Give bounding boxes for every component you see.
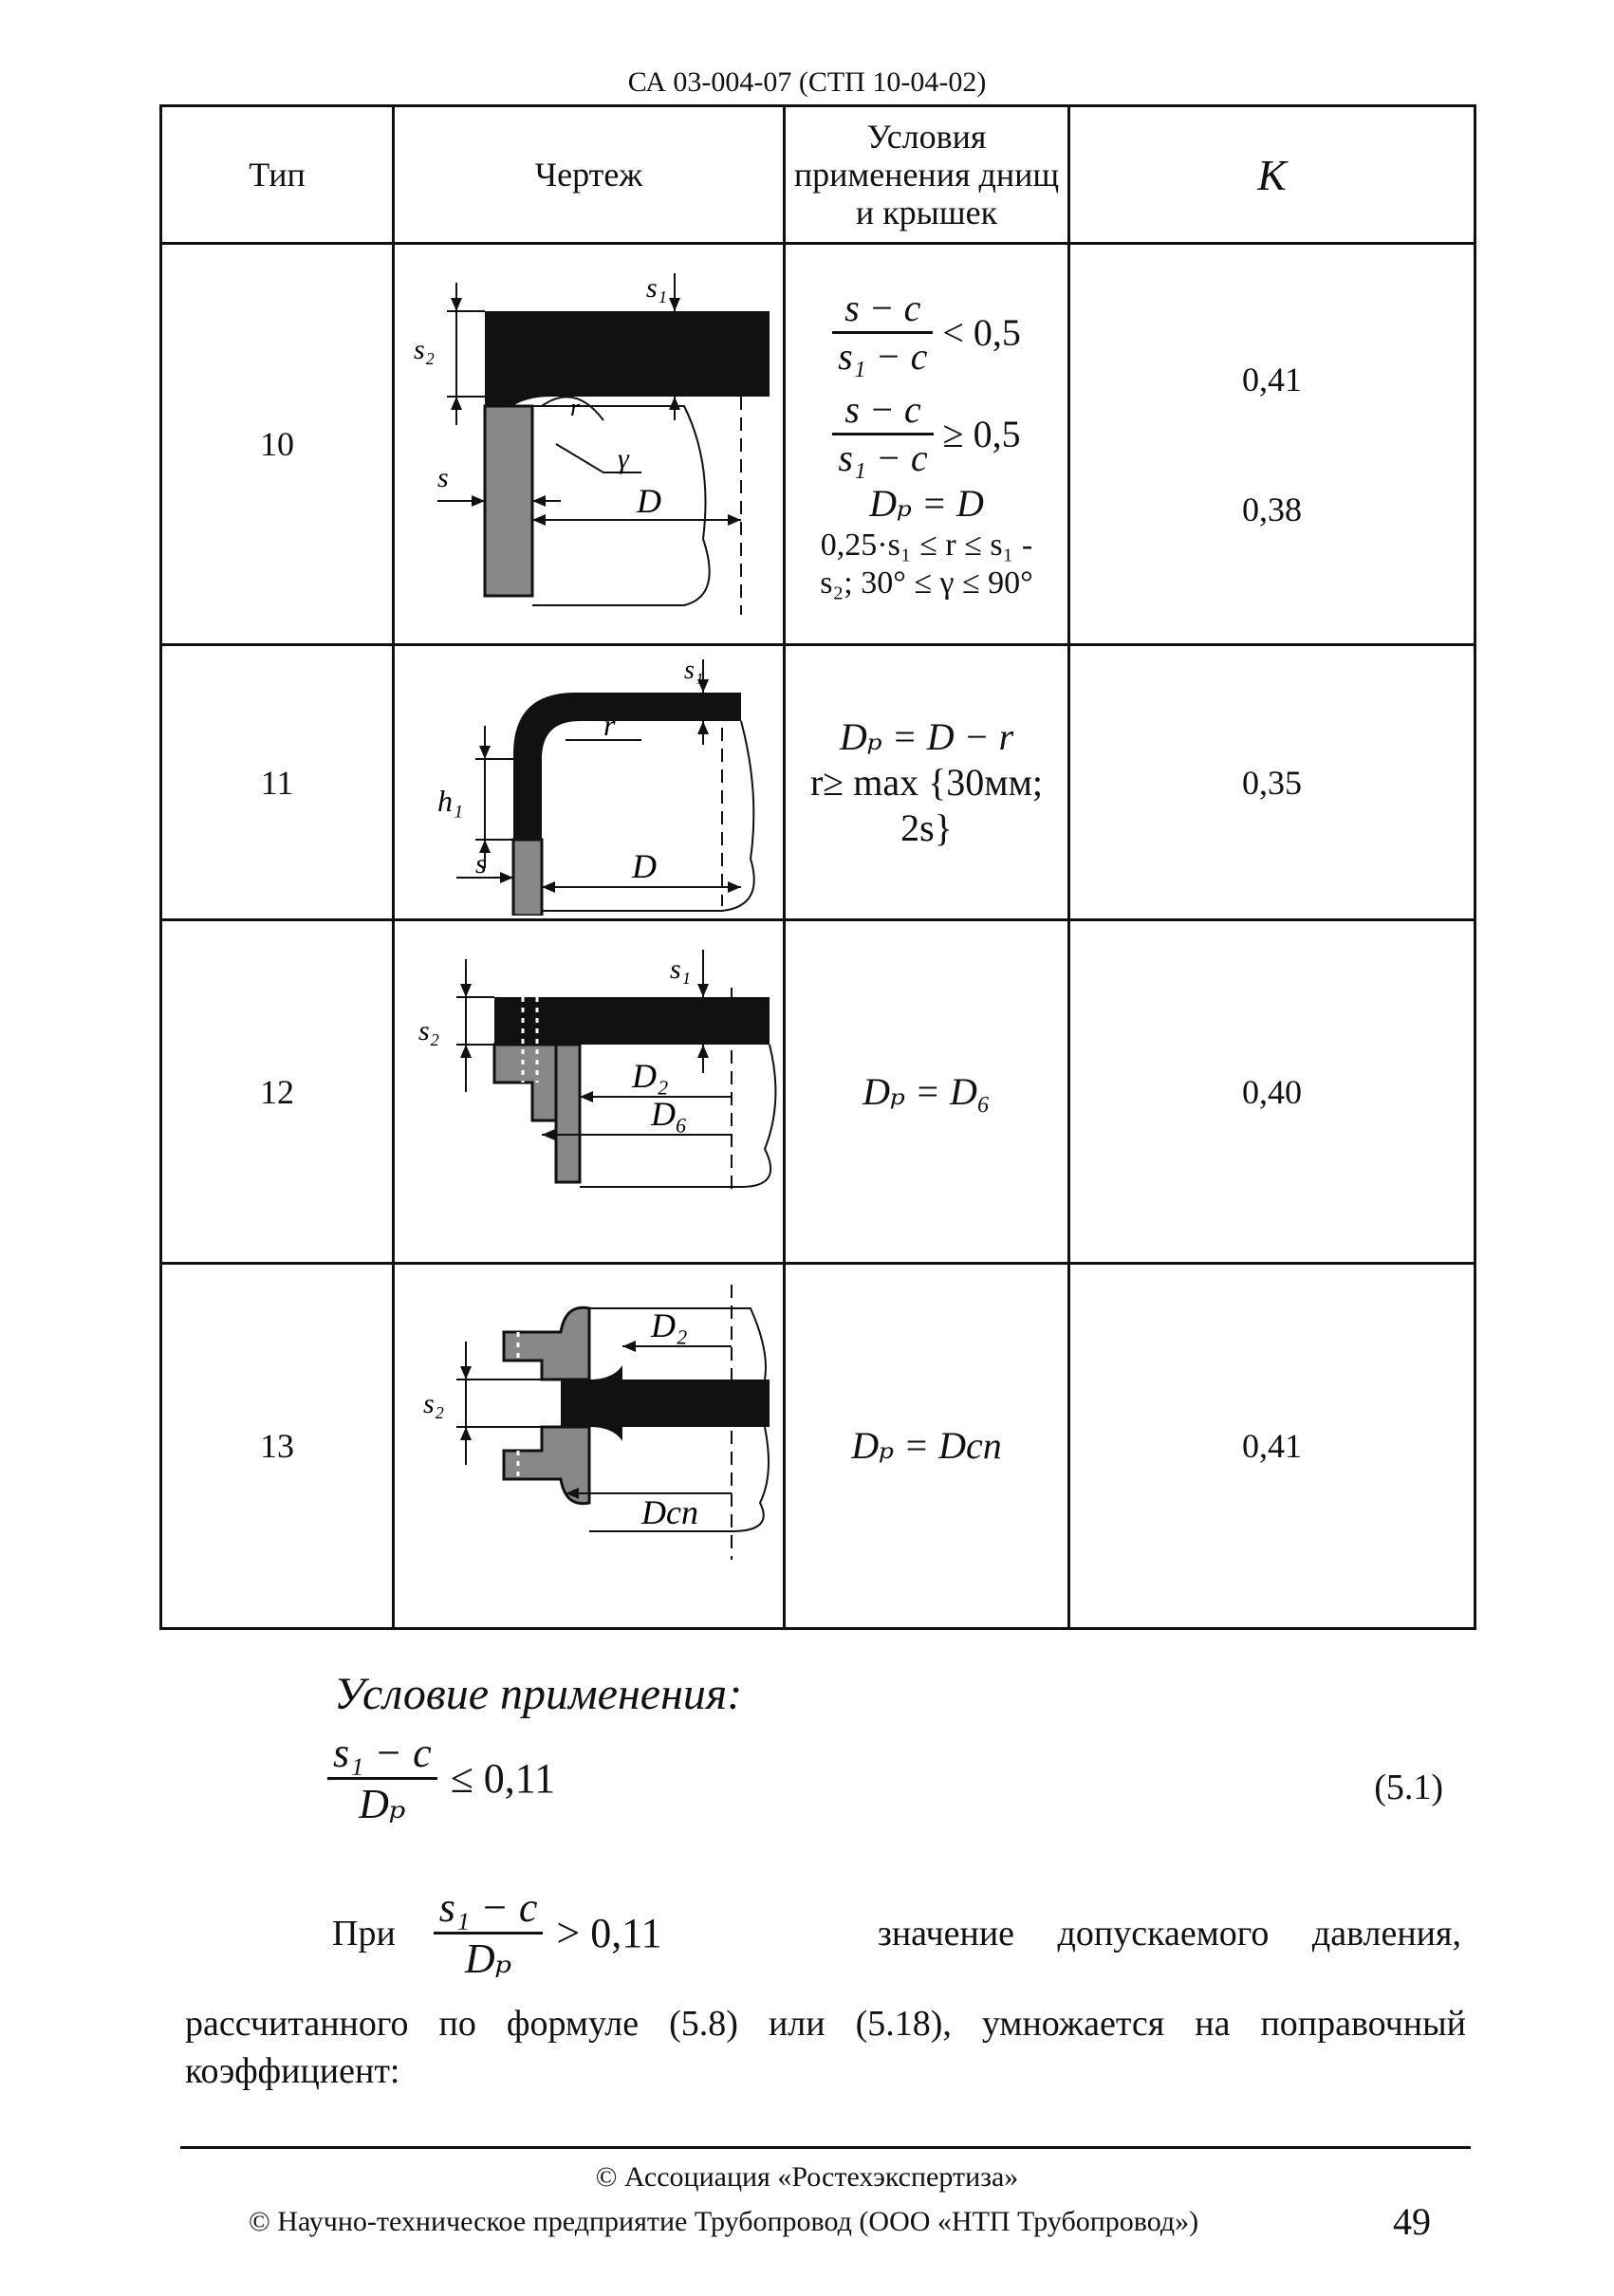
label-d2: D₂ [650, 1306, 688, 1344]
condition-ratio-lt [832, 286, 1021, 380]
pri-den: Dₚ [464, 1935, 512, 1982]
formula-relation: ≤ 0,11 [450, 1755, 556, 1802]
document-code: СА 03-004-07 (СТП 10-04-02) [627, 66, 987, 98]
row-drawing [394, 1264, 785, 1629]
condition-title: Условие применения: [334, 1669, 743, 1719]
frac-den: s₁ − c [838, 436, 928, 479]
condition-line: Dₚ = D₆ [863, 1069, 991, 1113]
frac-num: s − c [832, 286, 933, 334]
col-header-type: Тип [161, 106, 394, 244]
label-s1: s₁ [683, 655, 704, 685]
row-k: 0,40 [1069, 920, 1475, 1264]
label-d6: D₆ [650, 1094, 688, 1133]
condition-range-2: s₂; 30° ≤ γ ≤ 90° [820, 565, 1033, 601]
label-gamma: γ [617, 443, 629, 474]
row-drawing [394, 920, 785, 1264]
label-s: s [436, 462, 449, 493]
footer-divider [180, 2146, 1471, 2149]
condition-line: Dₚ = Dсп [851, 1424, 1002, 1467]
drawing-type-10 [399, 254, 779, 634]
row-conditions [785, 1264, 1069, 1629]
table-header-row [161, 106, 1475, 244]
row-conditions [785, 244, 1069, 645]
label-d: D [631, 846, 657, 885]
pri-word: При [332, 1913, 396, 1953]
drawing-type-13 [399, 1275, 779, 1617]
label-s2: s₂ [417, 1014, 439, 1046]
label-s1: s₁ [645, 272, 667, 304]
col-header-k: K [1069, 106, 1475, 244]
label-d: D [636, 482, 661, 520]
condition-dp: Dₚ = D [869, 482, 984, 525]
row-k: 0,41 [1069, 1264, 1475, 1629]
body-paragraph: рассчитанного по формуле (5.8) или (5.18), умножается на поправочный коэффициент: [185, 2004, 1466, 2091]
row-type: 10 [161, 244, 394, 645]
row-k: 0,35 [1069, 645, 1475, 920]
label-h1: h₁ [436, 783, 463, 818]
pri-rest: значение допускаемого давления, [877, 1913, 1461, 1953]
condition-line: r≥ max {30мм; [809, 760, 1044, 804]
col-header-conditions: Условия применения днищ и крышек [785, 106, 1069, 244]
row-conditions [785, 920, 1069, 1264]
table-row [161, 1264, 1475, 1629]
drawing-type-11 [399, 650, 779, 916]
label-r: r [569, 394, 580, 421]
condition-line: 2s} [900, 805, 953, 849]
relation-lt: < 0,5 [942, 310, 1021, 354]
pri-relation: > 0,11 [556, 1910, 662, 1956]
row-k [1069, 244, 1475, 645]
row-type: 13 [161, 1264, 394, 1629]
row-drawing [394, 244, 785, 645]
heads-covers-table [159, 104, 1476, 1630]
label-r: r [603, 707, 615, 742]
relation-ge: ≥ 0,5 [942, 412, 1021, 455]
k-value: 0,38 [1242, 490, 1302, 528]
pri-num: s₁ − c [434, 1883, 544, 1935]
pri-sentence [332, 1883, 1461, 1983]
label-d2: D₂ [631, 1056, 669, 1095]
formula-5-1 [327, 1729, 555, 1828]
row-type: 11 [161, 645, 394, 920]
row-conditions [785, 645, 1069, 920]
label-s1: s₁ [669, 953, 691, 985]
label-s2: s₂ [422, 1388, 444, 1419]
table-row [161, 645, 1475, 920]
condition-line: Dₚ = D − r [839, 714, 1014, 758]
formula-den: Dₚ [359, 1781, 406, 1827]
formula-num: s₁ − c [327, 1729, 437, 1780]
frac-den: s₁ − c [838, 335, 928, 378]
page-number: 49 [1393, 2200, 1431, 2243]
equation-number: (5.1) [1374, 1768, 1443, 1807]
condition-range-1: 0,25·s₁ ≤ r ≤ s₁ - [820, 528, 1033, 563]
label-s2: s₂ [413, 334, 435, 365]
row-type: 12 [161, 920, 394, 1264]
drawing-type-12 [399, 931, 779, 1253]
frac-num: s − c [832, 387, 933, 435]
label-dsp: Dсп [640, 1493, 698, 1531]
k-value: 0,41 [1242, 360, 1302, 398]
label-s: s [474, 847, 487, 880]
footer-copyright-2: © Научно-техническое предприятие Трубопровод (ООО «НТП Трубопровод») [249, 2206, 1199, 2237]
condition-ratio-ge [832, 387, 1020, 481]
row-drawing [394, 645, 785, 920]
col-header-drawing: Чертеж [394, 106, 785, 244]
table-row [161, 244, 1475, 645]
footer-copyright-1: © Ассоциация «Ростехэкспертиза» [595, 2161, 1019, 2193]
table-row [161, 920, 1475, 1264]
